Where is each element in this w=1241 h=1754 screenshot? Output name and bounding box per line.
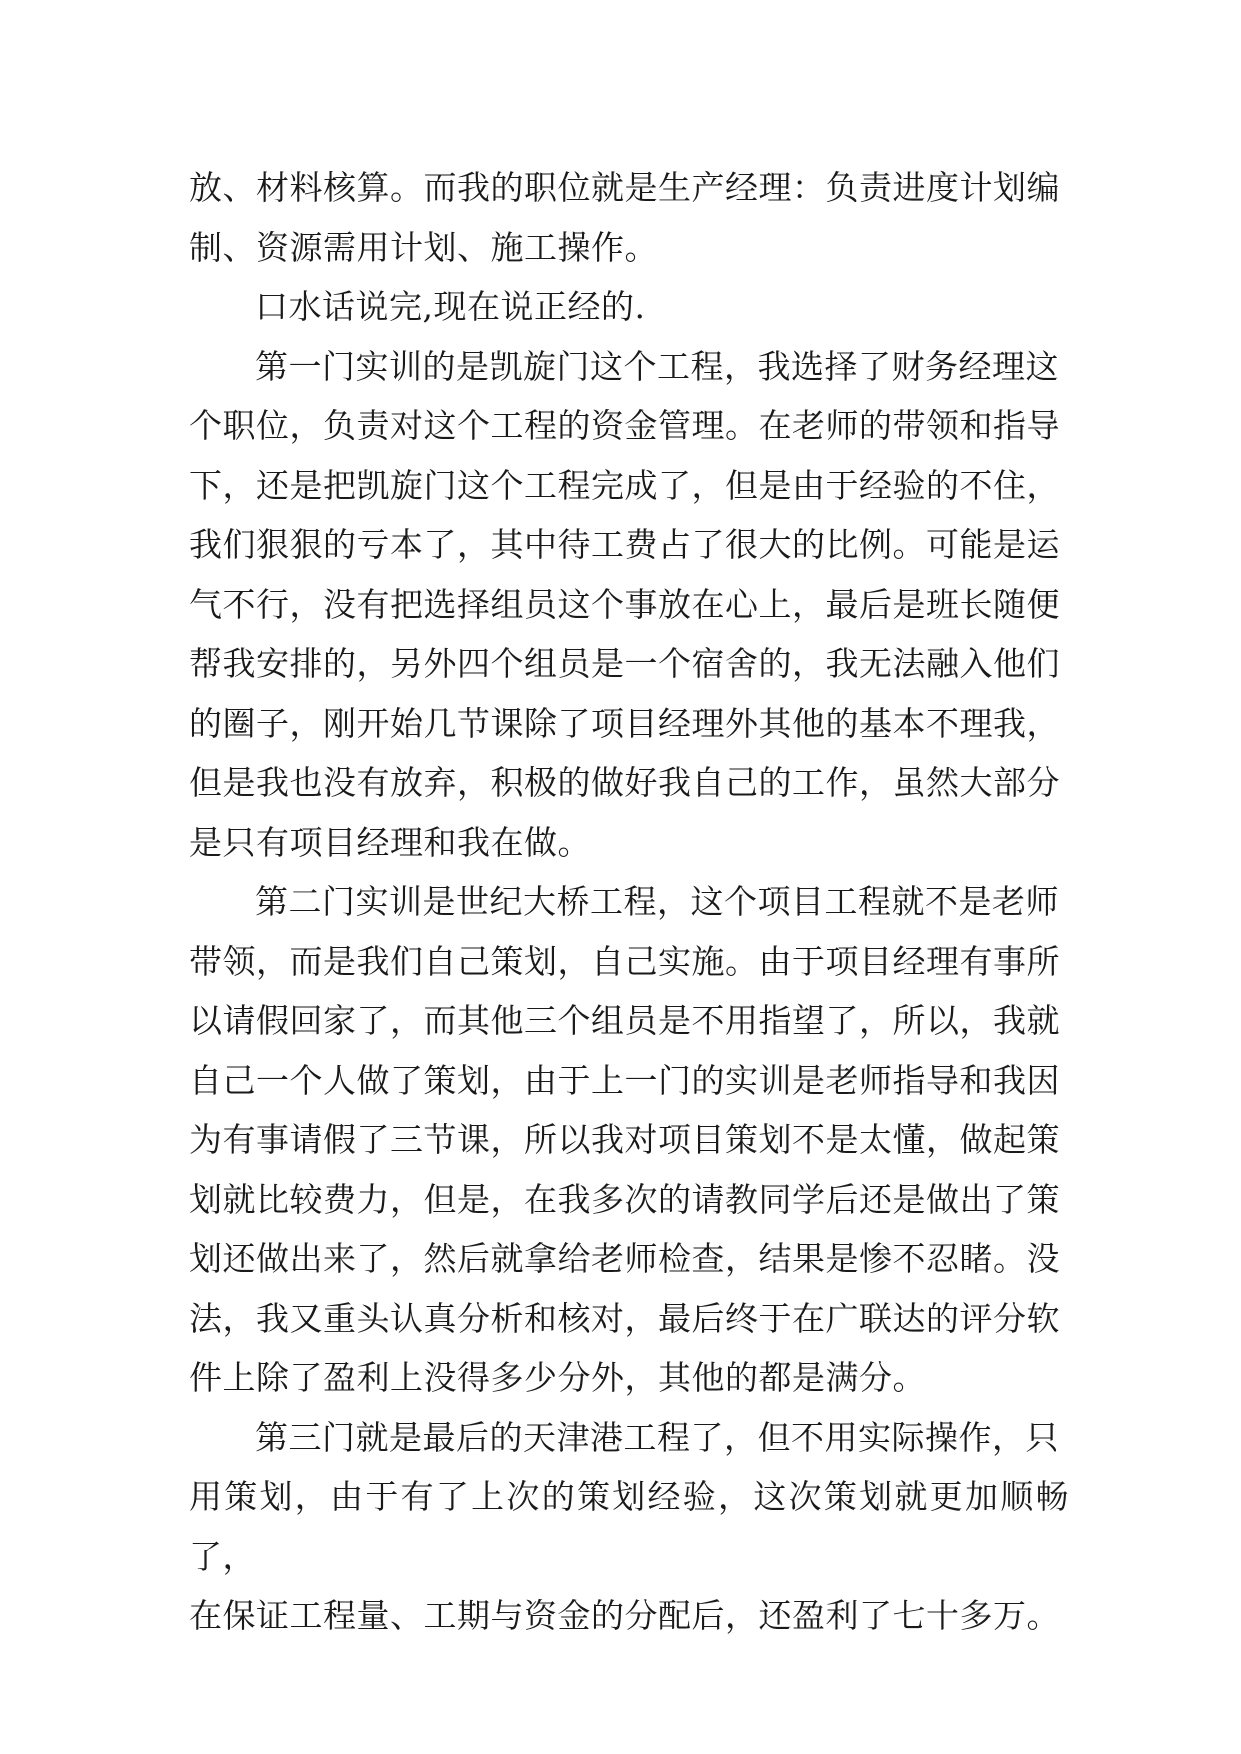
text-line: 是只有项目经理和我在做。 [189,822,591,862]
text-line: 个职位，负责对这个工程的资金管理。在老师的带领和指导 [189,406,1060,445]
body-text [189,158,1069,1646]
text-line: 带领，而是我们自己策划，自己实施。由于项目经理有事所 [189,941,1060,981]
text-line: 法，我又重头认真分析和核对，最后终于在广联达的评分软 [189,1298,1060,1338]
text-line: 第一门实训的是凯旋门这个工程，我选择了财务经理这 [255,346,1059,386]
text-line: 件上除了盈利上没得多少分外，其他的都是满分。 [189,1358,926,1397]
text-line: 放、材料核算。而我的职位就是生产经理：负责进度计划编 [189,168,1060,207]
text-line: 但是我也没有放弃，积极的做好我自己的工作，虽然大部分 [189,763,1060,802]
text-line: 气不行，没有把选择组员这个事放在心上，最后是班长随便 [189,584,1060,624]
text-line: 口水话说完,现在说正经的. [255,287,646,326]
text-line: 为有事请假了三节课，所以我对项目策划不是太懂，做起策 [189,1120,1060,1159]
paragraph-3 [189,337,1069,873]
text-line: 制、资源需用计划、施工操作。 [189,227,658,267]
text-line: 用策划，由于有了上次的策划经验，这次策划就更加顺畅了， [189,1477,1069,1576]
text-line: 我们狠狠的亏本了，其中待工费占了很大的比例。可能是运 [189,525,1060,564]
text-line: 划就比较费力，但是，在我多次的请教同学后还是做出了策 [189,1179,1060,1219]
text-line: 帮我安排的，另外四个组员是一个宿舍的，我无法融入他们 [189,644,1060,683]
text-line: 以请假回家了，而其他三个组员是不用指望了，所以，我就 [189,1001,1060,1040]
text-line: 下，还是把凯旋门这个工程完成了，但是由于经验的不住， [189,465,1060,505]
text-line: 的圈子，刚开始几节课除了项目经理外其他的基本不理我， [189,703,1060,743]
paragraph-1 [189,158,1069,277]
paragraph-2 [189,277,1069,337]
paragraph-4 [189,872,1069,1408]
text-line: 第二门实训是世纪大桥工程，这个项目工程就不是老师 [255,882,1059,921]
text-line: 第三门就是最后的天津港工程了，但不用实际操作，只 [255,1417,1059,1457]
paragraph-5 [189,1408,1069,1646]
text-line: 在保证工程量、工期与资金的分配后，还盈利了七十多万。 [189,1596,1060,1635]
text-line: 自己一个人做了策划，由于上一门的实训是老师指导和我因 [189,1060,1060,1100]
text-line: 划还做出来了，然后就拿给老师检查，结果是惨不忍睹。没 [189,1239,1060,1278]
